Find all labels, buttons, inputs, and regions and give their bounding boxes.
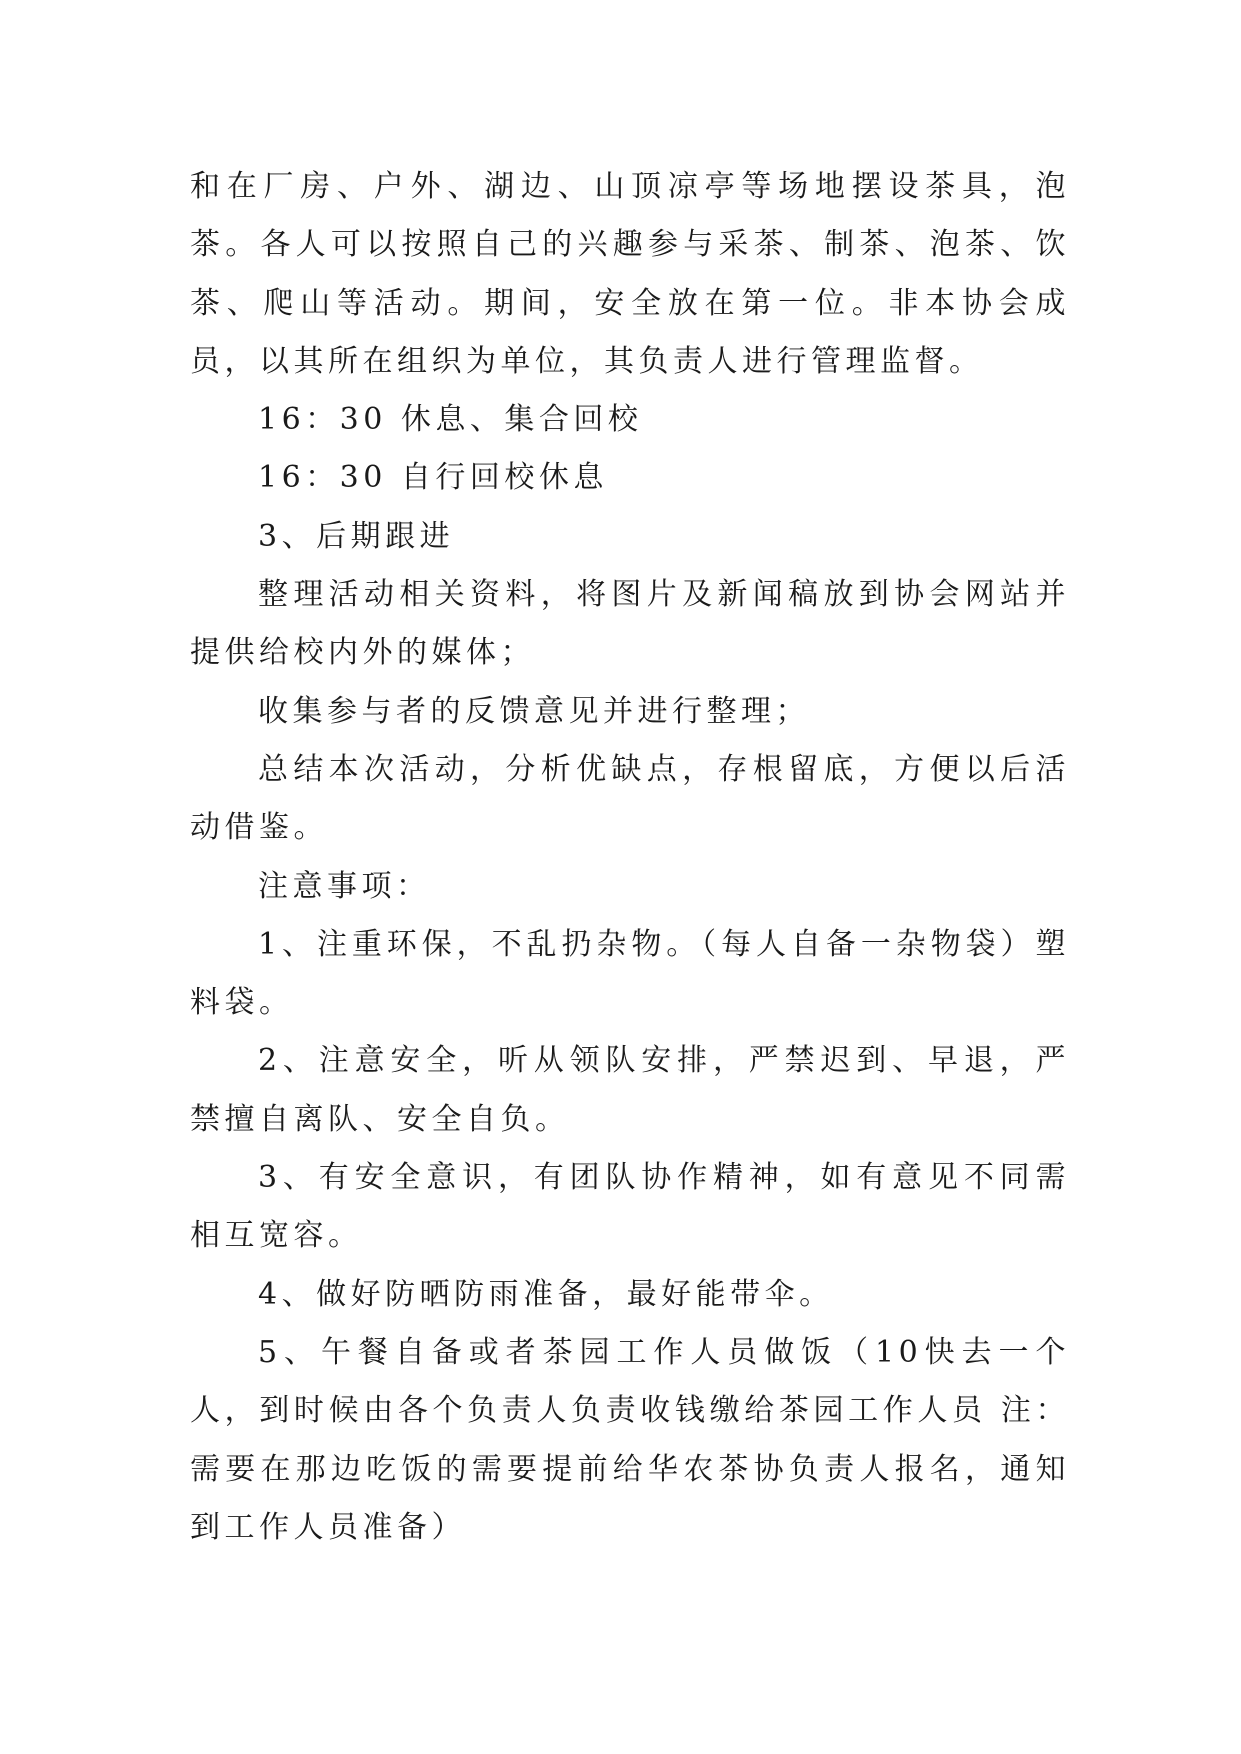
note-item-2: 2、注意安全，听从领队安排，严禁迟到、早退，严禁擅自离队、安全自负。 <box>190 1043 1070 1137</box>
section-heading-follow-up: 3、后期跟进 <box>258 518 455 554</box>
paragraph-venue-activities: 和在厂房、户外、湖边、山顶凉亭等场地摆设茶具，泡茶。各人可以按照自己的兴趣参与采茶、制茶、泡茶、饮茶、爬山等活动。期间，安全放在第一位。非本协会成员，以其所在组织为单位，其负责人进行管理监督。 <box>190 169 1070 379</box>
note-item-1: 1、注重环保，不乱扔杂物。（每人自备一杂物袋）塑料袋。 <box>190 926 1070 1021</box>
section-heading-notes: 注意事项： <box>258 868 431 904</box>
paragraph-summarize: 总结本次活动，分析优缺点，存根留底，方便以后活动借鉴。 <box>190 751 1070 846</box>
paragraph-schedule-gather: 16：30 休息、集合回校 <box>258 402 643 438</box>
note-item-4: 4、做好防晒防雨准备，最好能带伞。 <box>258 1276 834 1312</box>
paragraph-organize-materials: 整理活动相关资料，将图片及新闻稿放到协会网站并提供给校内外的媒体； <box>190 577 1070 671</box>
note-item-3: 3、有安全意识，有团队协作精神，如有意见不同需相互宽容。 <box>190 1160 1070 1254</box>
paragraph-schedule-return: 16：30 自行回校休息 <box>258 460 608 496</box>
note-item-5: 5、午餐自备或者茶园工作人员做饭（10快去一个人，到时候由各个负责人负责收钱缴给茶园工作人员 注：需要在那边吃饭的需要提前给华农茶协负责人报名，通知到工作人员准备） <box>190 1334 1070 1545</box>
paragraph-collect-feedback: 收集参与者的反馈意见并进行整理； <box>258 693 810 729</box>
document-body <box>190 158 1070 1557</box>
